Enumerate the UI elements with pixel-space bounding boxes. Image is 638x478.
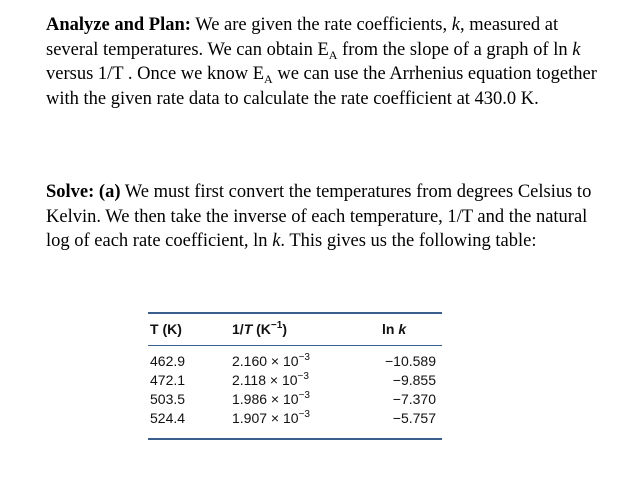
header-inverse-temperature: 1/T $(K^{-1})$ (232, 320, 287, 337)
header-ln-k: ln k (382, 321, 407, 337)
cell-ln-k: −10.589 (385, 353, 436, 369)
table-row (148, 346, 442, 372)
table-row (148, 390, 442, 409)
table-row (148, 409, 442, 439)
analyze-heading: Analyze and Plan: (46, 15, 191, 35)
cell-inverse-temperature: $1.986 \times 10^{-3}$ (232, 390, 310, 407)
cell-ln-k: −5.757 (392, 410, 436, 426)
table-row (148, 371, 442, 390)
cell-temperature: 472.1 (150, 372, 186, 388)
data-table (148, 312, 442, 440)
cell-temperature: 524.4 (150, 410, 186, 426)
cell-ln-k: −7.370 (392, 391, 436, 407)
header-temperature: T (K) (150, 321, 182, 337)
cell-inverse-temperature: $2.118 \times 10^{-3}$ (232, 371, 309, 388)
solve-paragraph: Solve: (a) We must first convert the temperatures from degrees Celsius to Kelvin. We then take the inverse of each temperature, 1/T and the natural log of each rate coefficient, ln k. This gives us the following table: (46, 182, 592, 251)
cell-temperature: 462.9 (150, 353, 186, 369)
analyze-paragraph: Analyze and Plan: We are given the rate coefficients, k, measured at several temperatures. We can obtain $E_A$ from the slope of a graph of ln k versus 1/T . Once we know $E_A$ we can use the Arrhenius equation together with the given rate data to calculate the rate coefficient at 430.0 K. (46, 15, 597, 109)
table-header-row (148, 313, 442, 346)
cell-inverse-temperature: $2.160 \times 10^{-3}$ (232, 352, 310, 369)
solve-heading: Solve: (a) (46, 182, 121, 202)
cell-temperature: 503.5 (150, 391, 186, 407)
cell-inverse-temperature: $1.907 \times 10^{-3}$ (232, 409, 310, 426)
cell-ln-k: −9.855 (392, 372, 436, 388)
